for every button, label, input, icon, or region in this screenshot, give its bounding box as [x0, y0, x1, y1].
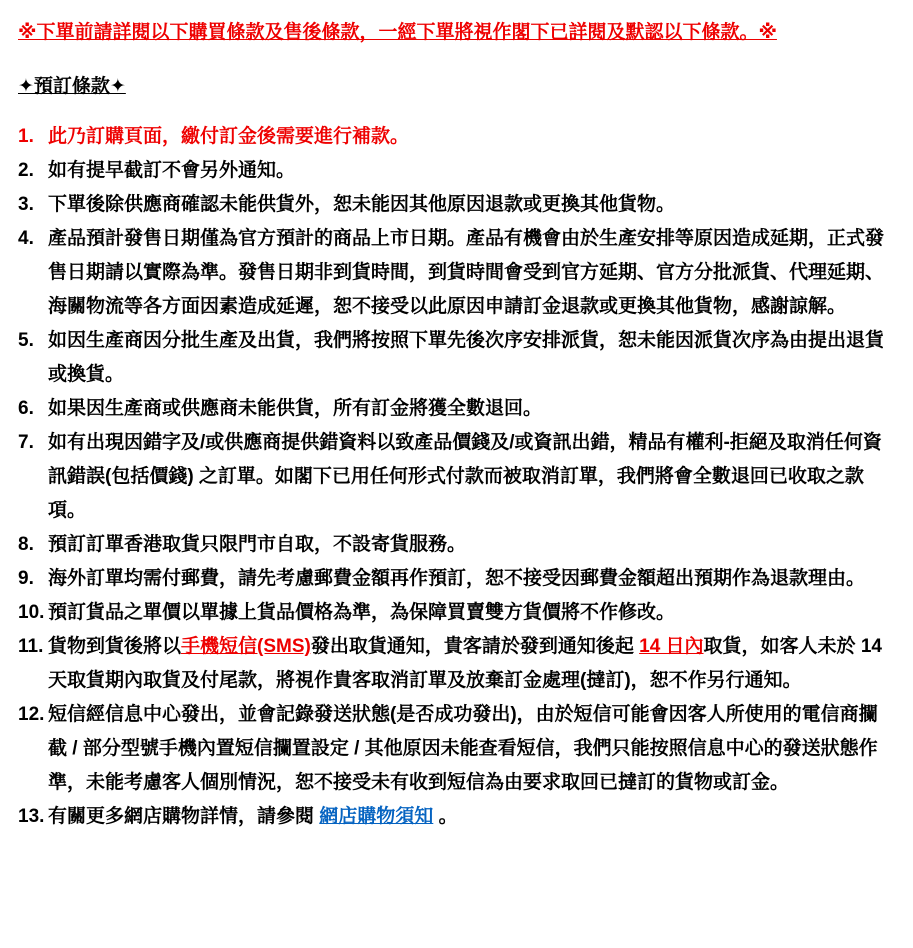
term-segment: 海外訂單均需付郵費，請先考慮郵費金額再作預訂，恕不接受因郵費金額超出預期作為退款理由。	[48, 568, 866, 589]
term-item	[18, 698, 895, 800]
term-text	[48, 596, 895, 630]
term-item	[18, 426, 895, 528]
term-item	[18, 392, 895, 426]
term-segment: 發出取貨通知，貴客請於發到通知後起	[310, 636, 640, 657]
term-segment: 有關更多網店購物詳情，請參閱	[48, 806, 320, 827]
term-item	[18, 630, 895, 698]
highlighted-text: 手機短信(SMS)	[181, 636, 311, 657]
term-item	[18, 188, 895, 222]
term-number: 3.	[18, 194, 34, 215]
purchase-terms-notice: ※下單前請詳閱以下購買條款及售後條款，一經下單將視作閣下已詳閱及默認以下條款。※	[18, 22, 777, 43]
term-segment: 如有提早截訂不會另外通知。	[48, 160, 296, 181]
term-segment: 產品預計發售日期僅為官方預計的商品上市日期。產品有機會由於生產安排等原因造成延期，正式發售日期請以實際為準。發售日期非到貨時間，到貨時間會受到官方延期、官方分批派貨、代理延期、海關物流等各方面因素造成延遲，恕不接受以此原因申請訂金退款或更換其他貨物，感謝諒解。	[48, 228, 885, 317]
term-number: 8.	[18, 534, 34, 555]
term-text	[48, 154, 895, 188]
term-item	[18, 222, 895, 324]
term-segment: 如果因生產商或供應商未能供貨，所有訂金將獲全數退回。	[48, 398, 543, 419]
term-text	[48, 698, 895, 800]
term-item	[18, 154, 895, 188]
term-number: 11.	[18, 636, 44, 657]
highlighted-text: 14 日內	[639, 636, 704, 657]
term-text	[48, 120, 895, 154]
term-text	[48, 800, 895, 834]
term-item	[18, 596, 895, 630]
term-text	[48, 392, 895, 426]
term-text	[48, 562, 895, 596]
term-segment: 預訂貨品之單價以單據上貨品價格為準，為保障買賣雙方貨價將不作修改。	[48, 602, 676, 623]
term-number: 9.	[18, 568, 34, 589]
term-segment: 如有出現因錯字及/或供應商提供錯資料以致產品價錢及/或資訊出錯，精品有權利-拒絕及取消任何資訊錯誤(包括價錢) 之訂單。如閣下已用任何形式付款而被取消訂單，我們將會全數退回已收取之款項。	[48, 432, 882, 521]
term-segment: 預訂訂單香港取貨只限門市自取，不設寄貨服務。	[48, 534, 467, 555]
term-segment: 短信經信息中心發出，並會記錄發送狀態(是否成功發出)，由於短信可能會因客人所使用的電信商攔截 / 部分型號手機內置短信攔置設定 / 其他原因未能查看短信，我們只能按照信息中心的發送狀態作準，未能考慮客人個別情況，恕不接受未有收到短信為由要求取回已撻訂的貨物或訂金。	[48, 704, 878, 793]
term-item	[18, 120, 895, 154]
term-segment: 下單後除供應商確認未能供貨外，恕未能因其他原因退款或更換其他貨物。	[48, 194, 676, 215]
term-number: 5.	[18, 330, 34, 351]
term-segment: 貨物到貨後將以	[48, 636, 182, 657]
store-shopping-guide-link[interactable]: 網店購物須知	[319, 806, 434, 827]
term-number: 2.	[18, 160, 34, 181]
term-number: 1.	[18, 126, 34, 147]
term-segment: 取貨，如客人未於 14 天取貨期內取貨及付尾款，將視作貴客取消訂單及放棄訂金處理(撻訂)，恕不作另行通知。	[48, 636, 882, 691]
term-segment: 此乃訂購頁面，繳付訂金後需要進行補款。	[48, 126, 410, 147]
term-text	[48, 222, 895, 324]
term-item	[18, 528, 895, 562]
term-item	[18, 562, 895, 596]
term-number: 4.	[18, 228, 34, 249]
term-text	[48, 426, 895, 528]
term-item	[18, 800, 895, 834]
term-segment: 。	[433, 806, 458, 827]
preorder-terms-heading: ✦預訂條款✦	[18, 76, 126, 97]
term-text	[48, 630, 895, 698]
term-number: 6.	[18, 398, 34, 419]
term-text	[48, 188, 895, 222]
term-number: 10.	[18, 602, 45, 623]
terms-list	[18, 120, 895, 834]
term-number: 12.	[18, 704, 45, 725]
term-number: 13.	[18, 806, 45, 827]
term-number: 7.	[18, 432, 34, 453]
term-item	[18, 324, 895, 392]
term-segment: 如因生產商因分批生產及出貨，我們將按照下單先後次序安排派貨，恕未能因派貨次序為由提出退貨或換貨。	[48, 330, 885, 385]
term-text	[48, 324, 895, 392]
term-text	[48, 528, 895, 562]
